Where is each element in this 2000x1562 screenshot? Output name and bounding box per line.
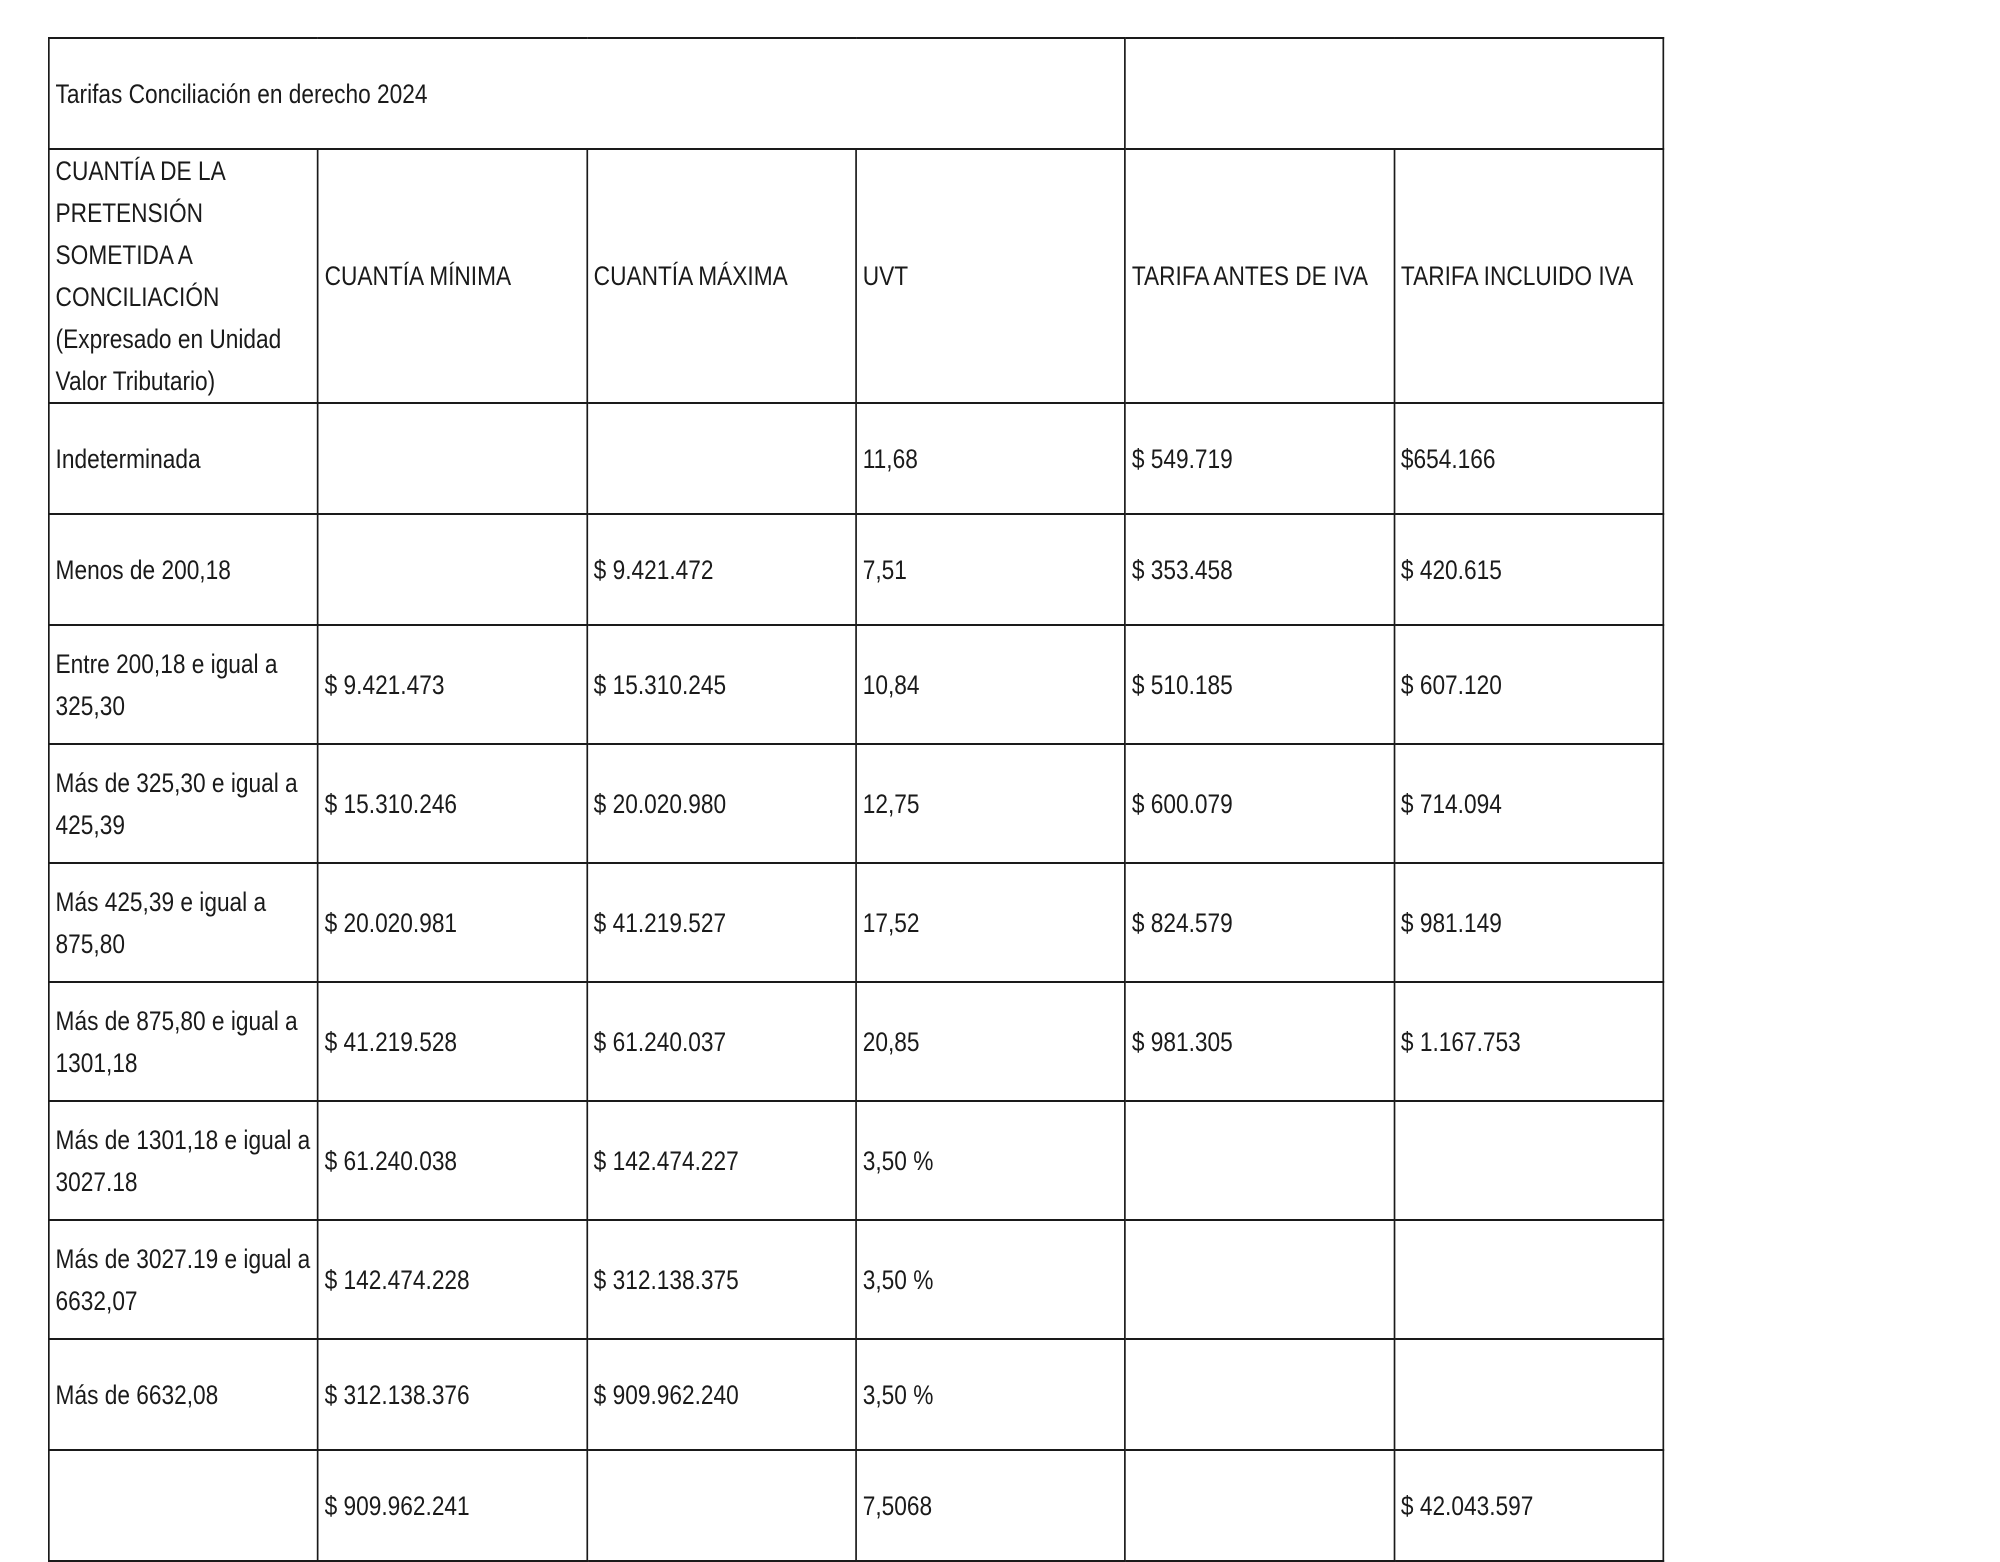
cell-tarifa-incluido-iva: $ 42.043.597 [1394, 1450, 1663, 1561]
cell-tarifa-incluido-iva: $ 981.149 [1394, 863, 1663, 982]
cell-tarifa-incluido-iva [1394, 1101, 1663, 1220]
cell-rango: Más de 1301,18 e igual a 3027.18 [49, 1101, 318, 1220]
table-row [49, 744, 1663, 863]
cell-rango: Indeterminada [49, 403, 318, 514]
table-row [49, 1220, 1663, 1339]
cell-tarifa-incluido-iva: $ 607.120 [1394, 625, 1663, 744]
cell-tarifa-antes-iva: $ 549.719 [1125, 403, 1394, 514]
cell-cuantia-minima: $ 312.138.376 [318, 1339, 587, 1450]
cell-cuantia-maxima: $ 61.240.037 [587, 982, 856, 1101]
cell-cuantia-maxima [587, 403, 856, 514]
cell-tarifa-antes-iva: $ 981.305 [1125, 982, 1394, 1101]
cell-cuantia-maxima: $ 909.962.240 [587, 1339, 856, 1450]
cell-uvt: 17,52 [856, 863, 1125, 982]
header-cuantia-minima: CUANTÍA MÍNIMA [318, 149, 587, 403]
header-uvt: UVT [856, 149, 1125, 403]
tarifas-table [48, 37, 1664, 1562]
cell-tarifa-antes-iva: $ 510.185 [1125, 625, 1394, 744]
table-row [49, 625, 1663, 744]
cell-uvt: 12,75 [856, 744, 1125, 863]
table-row [49, 982, 1663, 1101]
cell-cuantia-minima: $ 41.219.528 [318, 982, 587, 1101]
cell-cuantia-minima: $ 909.962.241 [318, 1450, 587, 1561]
header-tarifa-antes-iva: TARIFA ANTES DE IVA [1125, 149, 1394, 403]
header-cuantia-maxima: CUANTÍA MÁXIMA [587, 149, 856, 403]
cell-uvt: 7,5068 [856, 1450, 1125, 1561]
cell-cuantia-maxima: $ 9.421.472 [587, 514, 856, 625]
cell-cuantia-minima: $ 15.310.246 [318, 744, 587, 863]
cell-tarifa-incluido-iva [1394, 1339, 1663, 1450]
header-cuantia-pretension: CUANTÍA DE LA PRETENSIÓN SOMETIDA A CONCILIACIÓN (Expresado en Unidad Valor Tributario) [49, 149, 318, 403]
cell-cuantia-minima [318, 514, 587, 625]
cell-cuantia-maxima: $ 15.310.245 [587, 625, 856, 744]
cell-cuantia-maxima: $ 20.020.980 [587, 744, 856, 863]
table-title: Tarifas Conciliación en derecho 2024 [49, 38, 1125, 149]
cell-cuantia-maxima: $ 142.474.227 [587, 1101, 856, 1220]
cell-cuantia-minima: $ 142.474.228 [318, 1220, 587, 1339]
header-row [49, 149, 1663, 403]
cell-tarifa-antes-iva: $ 600.079 [1125, 744, 1394, 863]
cell-rango: Más de 3027.19 e igual a 6632,07 [49, 1220, 318, 1339]
cell-cuantia-maxima: $ 312.138.375 [587, 1220, 856, 1339]
cell-tarifa-incluido-iva: $ 1.167.753 [1394, 982, 1663, 1101]
cell-rango [49, 1450, 318, 1561]
header-tarifa-incluido-iva: TARIFA INCLUIDO IVA [1394, 149, 1663, 403]
title-row [49, 38, 1663, 149]
table-row [49, 1450, 1663, 1561]
cell-uvt: 3,50 % [856, 1220, 1125, 1339]
table-row [49, 863, 1663, 982]
cell-cuantia-minima: $ 20.020.981 [318, 863, 587, 982]
cell-tarifa-incluido-iva: $ 420.615 [1394, 514, 1663, 625]
table-row [49, 1101, 1663, 1220]
table-row [49, 403, 1663, 514]
table-row [49, 514, 1663, 625]
cell-cuantia-minima: $ 9.421.473 [318, 625, 587, 744]
cell-uvt: 10,84 [856, 625, 1125, 744]
cell-cuantia-maxima: $ 41.219.527 [587, 863, 856, 982]
cell-rango: Más de 325,30 e igual a 425,39 [49, 744, 318, 863]
cell-uvt: 3,50 % [856, 1101, 1125, 1220]
table-row [49, 1339, 1663, 1450]
cell-rango: Menos de 200,18 [49, 514, 318, 625]
cell-rango: Más de 875,80 e igual a 1301,18 [49, 982, 318, 1101]
cell-rango: Más 425,39 e igual a 875,80 [49, 863, 318, 982]
cell-tarifa-antes-iva [1125, 1101, 1394, 1220]
cell-cuantia-minima: $ 61.240.038 [318, 1101, 587, 1220]
cell-rango: Más de 6632,08 [49, 1339, 318, 1450]
cell-cuantia-maxima [587, 1450, 856, 1561]
cell-tarifa-incluido-iva: $ 714.094 [1394, 744, 1663, 863]
cell-uvt: 20,85 [856, 982, 1125, 1101]
cell-uvt: 7,51 [856, 514, 1125, 625]
cell-tarifa-antes-iva [1125, 1220, 1394, 1339]
cell-cuantia-minima [318, 403, 587, 514]
title-empty-cell [1125, 38, 1663, 149]
cell-tarifa-antes-iva: $ 824.579 [1125, 863, 1394, 982]
cell-tarifa-incluido-iva [1394, 1220, 1663, 1339]
cell-uvt: 3,50 % [856, 1339, 1125, 1450]
cell-uvt: 11,68 [856, 403, 1125, 514]
cell-tarifa-antes-iva: $ 353.458 [1125, 514, 1394, 625]
cell-tarifa-incluido-iva: $654.166 [1394, 403, 1663, 514]
cell-tarifa-antes-iva [1125, 1450, 1394, 1561]
cell-rango: Entre 200,18 e igual a 325,30 [49, 625, 318, 744]
cell-tarifa-antes-iva [1125, 1339, 1394, 1450]
